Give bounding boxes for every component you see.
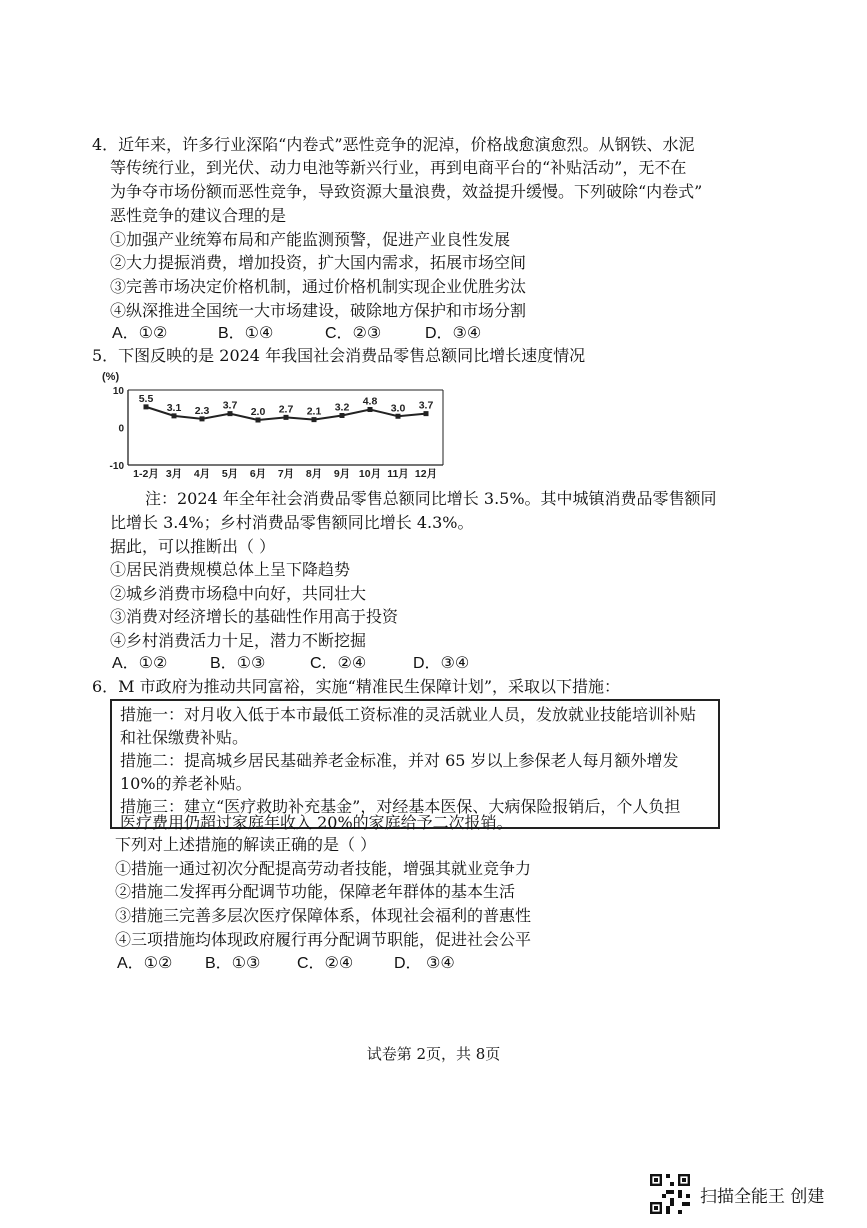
- q4-item-3: ③完善市场决定价格机制，通过价格机制实现企业优胜劣汰: [110, 277, 527, 296]
- measure-1-line-1: 措施一：对月收入低于本市最低工资标准的灵活就业人员，发放就业技能培训补贴: [120, 705, 697, 724]
- q5-stem: 5．下图反映的是 2024 年我国社会消费品零售总额同比增长速度情况: [92, 346, 586, 365]
- y-axis-label: (%): [102, 371, 120, 383]
- x-tick-label: 3月: [165, 468, 183, 480]
- y-tick-label: -10: [109, 461, 124, 472]
- q6-item-3: ③措施三完善多层次医疗保障体系，体现社会福利的普惠性: [115, 906, 532, 925]
- x-tick-label: 9月: [333, 468, 351, 480]
- x-tick-label: 10月: [358, 468, 382, 480]
- q6-item-1: ①措施一通过初次分配提高劳动者技能，增强其就业竞争力: [115, 859, 532, 878]
- measure-2-line-1: 措施二：提高城乡居民基础养老金标准，并对 65 岁以上参保老人每月额外增发: [120, 751, 679, 770]
- data-label: 4.8: [362, 395, 378, 408]
- measure-1-line-2: 和社保缴费补贴。: [120, 728, 249, 747]
- q4-item-2: ②大力提振消费，增加投资，扩大国内需求，拓展市场空间: [110, 253, 527, 272]
- q5-item-4: ④乡村消费活力十足，潜力不断挖掘: [110, 631, 367, 650]
- data-label: 3.7: [418, 399, 434, 412]
- q5-option-d: D．③④: [413, 655, 470, 672]
- data-point: [368, 407, 373, 412]
- q6-option-a: A．①②: [117, 955, 173, 972]
- x-tick-label: 12月: [414, 468, 438, 480]
- data-label: 2.0: [250, 406, 266, 418]
- data-point: [396, 414, 401, 419]
- data-label: 2.3: [194, 404, 210, 417]
- data-point: [284, 415, 289, 420]
- data-point: [228, 411, 233, 416]
- x-tick-label: 1-2月: [133, 468, 159, 480]
- q4-stem-line-4: 恶性竞争的建议合理的是: [110, 206, 287, 225]
- scanner-watermark: [650, 1172, 824, 1216]
- q5-option-a: A．①②: [112, 655, 168, 672]
- q4-stem-line-3: 为争夺市场份额而恶性竞争，导致资源大量浪费，效益提升缓慢。下列破除“内卷式”: [110, 182, 703, 201]
- q6-stem: 6．M 市政府为推动共同富裕，实施“精准民生保障计划”，采取以下措施：: [92, 677, 621, 696]
- x-tick-label: 6月: [249, 468, 267, 480]
- data-point: [256, 418, 261, 423]
- q4-option-a: A．①②: [112, 325, 168, 342]
- data-label: 3.2: [334, 401, 350, 414]
- data-point: [144, 404, 149, 409]
- x-tick-label: 5月: [221, 468, 239, 480]
- q5-option-c: C．②④: [310, 655, 367, 672]
- data-point: [200, 416, 205, 421]
- q6-option-b: B．①③: [205, 955, 261, 972]
- q4-item-4: ④纵深推进全国统一大市场建设，破除地方保护和市场分割: [110, 301, 527, 320]
- q4-option-b: B．①④: [218, 325, 274, 342]
- q4-item-1: ①加强产业统筹布局和产能监测预警，促进产业良性发展: [110, 230, 511, 249]
- data-point: [424, 411, 429, 416]
- q6-option-d: D． ③④: [394, 955, 455, 972]
- y-tick-label: 10: [112, 386, 124, 397]
- data-point: [172, 413, 177, 418]
- q6-item-2: ②措施二发挥再分配调节功能，保障老年群体的基本生活: [115, 882, 516, 901]
- data-point: [312, 417, 317, 422]
- measure-3-line-1: 措施三：建立“医疗救助补充基金”，对经基本医保、大病保险报销后，个人负担: [120, 797, 681, 816]
- q5-item-2: ②城乡消费市场稳中向好，共同壮大: [110, 584, 367, 603]
- data-label: 5.5: [138, 392, 154, 405]
- q5-note-line-2: 比增长 3.4%；乡村消费品零售额同比增长 4.3%。: [110, 513, 474, 532]
- q5-lead: 据此，可以推断出（ ）: [110, 537, 276, 556]
- x-tick-label: 4月: [193, 468, 211, 480]
- q5-note-line-1: 注：2024 年全年社会消费品零售总额同比增长 3.5%。其中城镇消费品零售额同: [145, 489, 717, 508]
- data-label: 3.1: [166, 401, 182, 414]
- q6-item-4: ④三项措施均体现政府履行再分配调节职能，促进社会公平: [115, 930, 532, 949]
- q5-option-b: B．①③: [210, 655, 266, 672]
- data-label: 3.0: [390, 402, 406, 415]
- q4-stem-line-2: 等传统行业，到光伏、动力电池等新兴行业，再到电商平台的“补贴活动”，无不在: [110, 158, 687, 177]
- q5-item-3: ③消费对经济增长的基础性作用高于投资: [110, 607, 399, 626]
- x-tick-label: 7月: [277, 468, 295, 480]
- y-tick-label: 0: [118, 423, 124, 435]
- data-point: [340, 413, 345, 418]
- qr-code-icon: [650, 1174, 690, 1214]
- q6-option-c: C．②④: [297, 955, 354, 972]
- measure-3-line-2: 医疗费用仍超过家庭年收入 20%的家庭给予二次报销。: [120, 813, 513, 832]
- q4-stem-line-1: 4．近年来，许多行业深陷“内卷式”恶性竞争的泥淖，价格战愈演愈烈。从钢铁、水泥: [92, 135, 695, 154]
- growth-line-chart: [98, 370, 458, 485]
- q4-option-c: C．②③: [325, 325, 382, 342]
- q4-option-d: D．③④: [425, 325, 482, 342]
- x-tick-label: 8月: [305, 468, 323, 480]
- measure-2-line-2: 10%的养老补贴。: [120, 774, 252, 793]
- q6-lead: 下列对上述措施的解读正确的是（ ）: [115, 835, 377, 854]
- q5-item-1: ①居民消费规模总体上呈下降趋势: [110, 560, 351, 579]
- data-label: 3.7: [222, 399, 238, 412]
- data-label: 2.7: [278, 403, 294, 416]
- scanner-brand-text: 扫描全能王 创建: [700, 1186, 825, 1207]
- page-footer: 试卷第 2页，共 8页: [366, 1045, 501, 1063]
- data-label: 2.1: [306, 405, 322, 418]
- x-tick-label: 11月: [387, 468, 409, 480]
